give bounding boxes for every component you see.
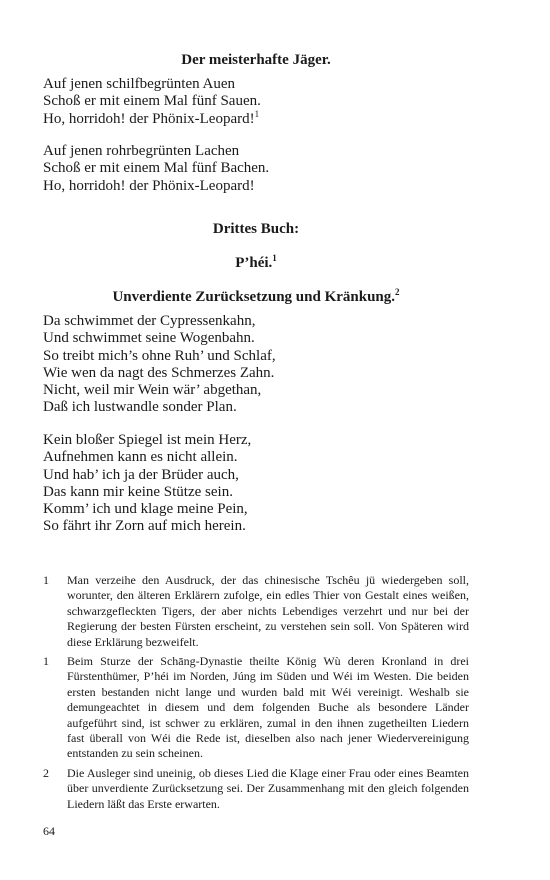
footnote-text: Beim Sturze der Schāng-Dynastie theilte König Wù deren Kronland in drei Fürstenthümer, P’héi im Norden, Júng im Süden und Wéi im Westen. Die beiden ersten bestanden nicht lange und wurden bald mit Wéi vereinigt. Weshalb sie demungeachtet in diesem und dem folgenden Buche als besondere Länder aufgeführt sind, ist schwer zu erklären, zumal in den ihnen zugetheilten Liedern fast überall von Wéi die Rede ist, dieselben also nach jener Wiedervereinigung entstanden zu sein scheinen.: [67, 654, 469, 761]
verse-line: Das kann mir keine Stütze sein.: [43, 483, 233, 500]
verse-line: Auf jenen schilfbegrünten Auen: [43, 76, 236, 92]
book-title-text: Drittes Buch:: [212, 221, 300, 237]
verse-line: Aufnehmen kann es nicht allein.: [43, 449, 238, 466]
footnote-ref: 1: [254, 108, 260, 119]
footnotes: [43, 573, 469, 816]
footnote: [43, 654, 469, 762]
poem1-stanza-1: [43, 76, 483, 128]
footnote-number: 2: [43, 765, 49, 780]
footnote-text: Die Ausleger sind uneinig, ob dieses Lied die Klage einer Frau oder eines Beamten über unverdiente Zurücksetzung sei. Der Zusammenhang mit den gleich folgenden Liedern läßt das Erste erwarten.: [67, 765, 469, 811]
poem-title-master-hunter: [43, 51, 469, 69]
verse-line: Nicht, weil mir Wein wär’ abgethan,: [43, 382, 262, 399]
book-subtitle-text: P’héi.: [235, 255, 273, 271]
verse-line: Schoß er mit einem Mal fünf Bachen.: [43, 160, 270, 177]
verse-line: Wie wen da nagt des Schmerzes Zahn.: [43, 364, 275, 381]
page-number: 64: [43, 824, 55, 838]
book-subtitle: [43, 254, 469, 272]
verse-line: Schoß er mit einem Mal fünf Sauen.: [43, 93, 261, 110]
verse-line: Daß ich lustwandle sonder Plan.: [43, 399, 237, 416]
verse-line: Da schwimmet der Cypressenkahn,: [43, 313, 256, 329]
footnote-text: Man verzeihe den Ausdruck, der das chinesische Tschêu jü wiedergeben soll, worunter, den älteren Erklärern zufolge, ein edles Thier von Gestalt eines weißen, schwarzgefleckten Tigers, der aber nichts Lebendiges verzehrt und nur bei der Regierung der besten Fürsten erscheint, zu verstehen sein soll. Von Späteren wird diese Erklärung bezweifelt.: [67, 573, 469, 649]
poem-title-text: Der meisterhafte Jäger.: [181, 52, 331, 68]
book-title: [43, 220, 469, 238]
verse-line: [43, 108, 483, 128]
footnote-ref: 1: [272, 253, 277, 263]
verse-line: So fährt ihr Zorn auf mich herein.: [43, 518, 246, 535]
poem1-stanza-2: [43, 143, 483, 195]
verse-line-text: Ho, horridoh! der Phönix-Leopard!: [43, 110, 255, 127]
poem2-stanza-1: [43, 313, 483, 417]
verse-line: Auf jenen rohrbegrünten Lachen: [43, 143, 240, 159]
footnote-ref: 2: [395, 287, 400, 297]
verse-line: Und schwimmet seine Wogenbahn.: [43, 330, 255, 347]
poem2-stanza-2: [43, 432, 483, 536]
poem-title-text: Unverdiente Zurücksetzung und Kränkung.: [112, 289, 396, 305]
footnote: [43, 766, 469, 812]
verse-line: Komm’ ich und klage meine Pein,: [43, 501, 248, 518]
verse-line: Kein bloßer Spiegel ist mein Herz,: [43, 432, 252, 448]
verse-line: So treibt mich’s ohne Ruh’ und Schlaf,: [43, 347, 276, 364]
verse-line: Ho, horridoh! der Phönix-Leopard!: [43, 177, 255, 194]
footnote-number: 1: [43, 654, 49, 669]
verse-line: Und hab’ ich ja der Brüder auch,: [43, 466, 239, 483]
footnote-number: 1: [43, 573, 49, 587]
footnote: [43, 573, 469, 650]
poem-title-undeserved-slight: [43, 288, 469, 306]
